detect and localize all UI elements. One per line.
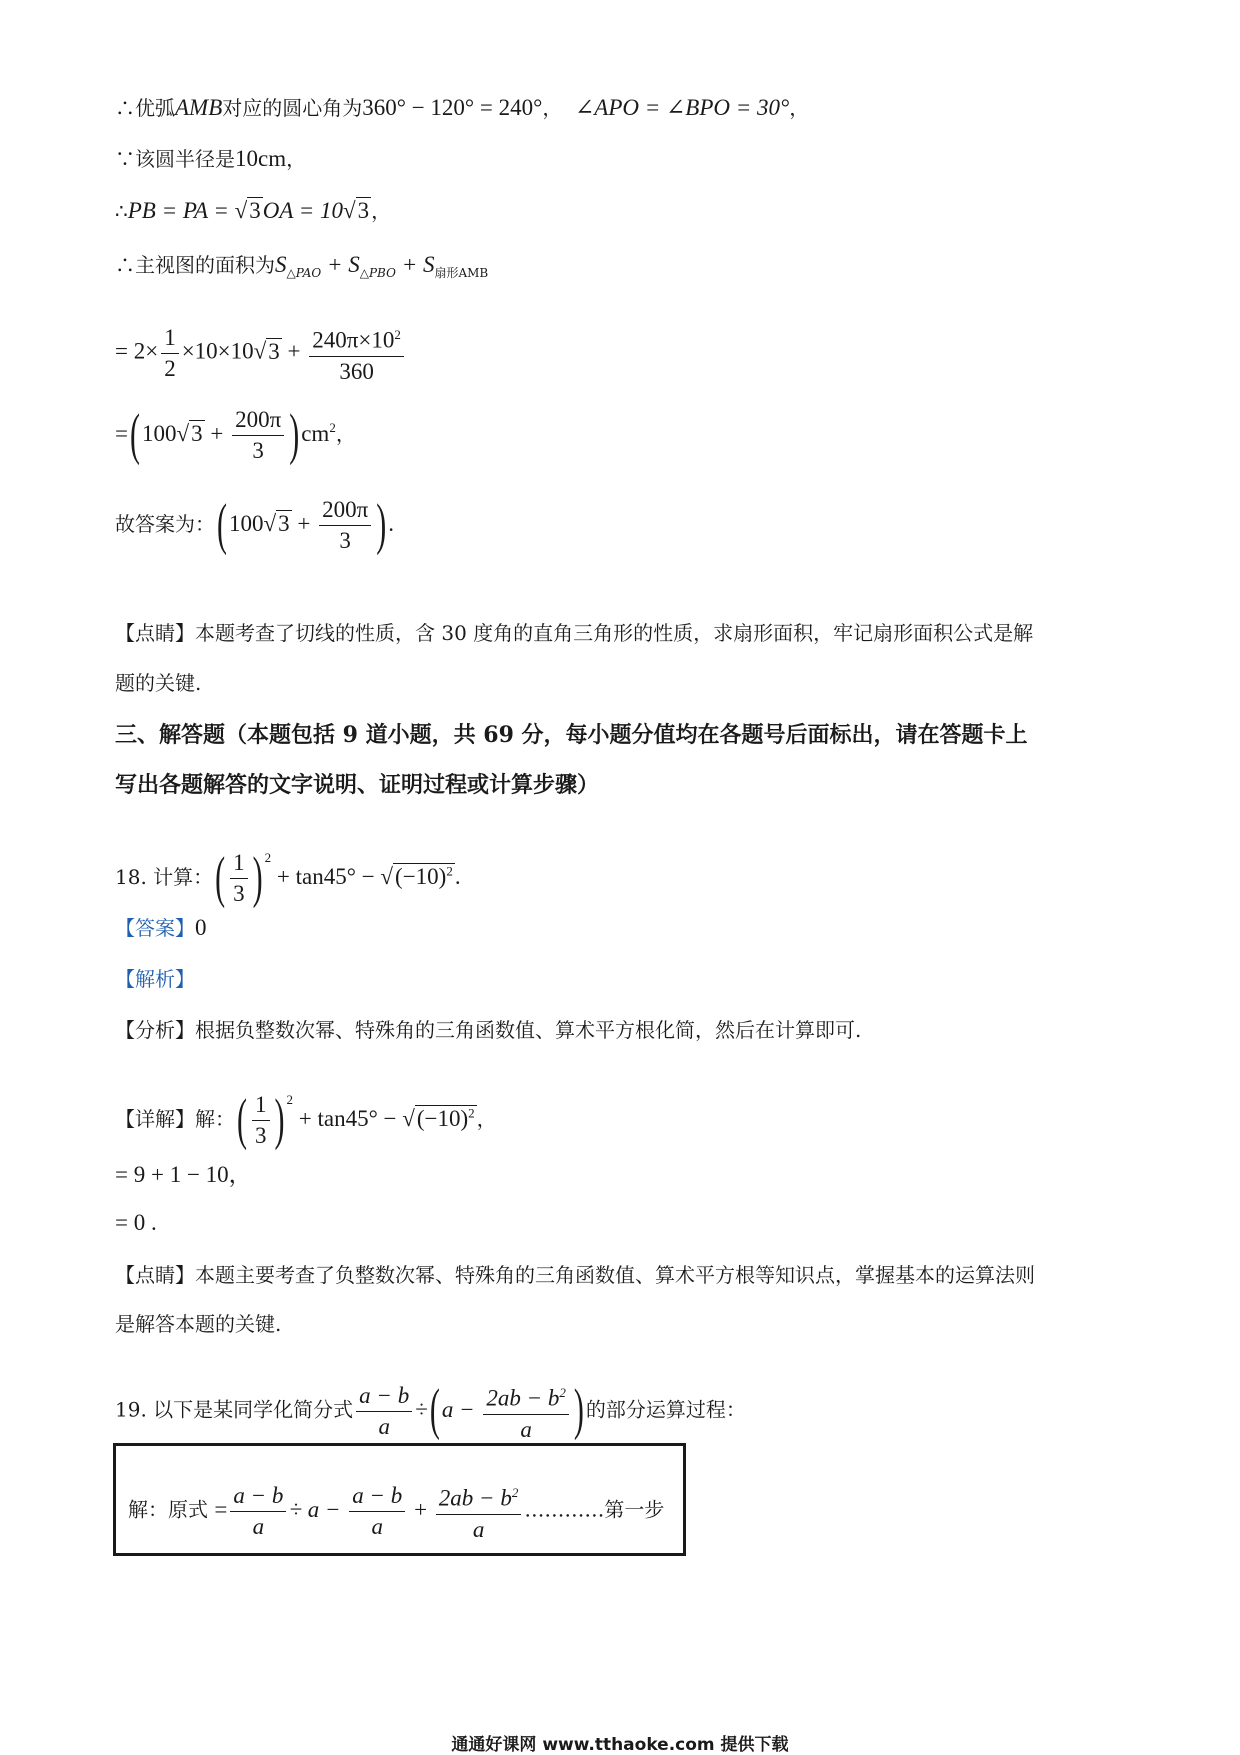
fraction: $\frac{200\pi}{3}$	[319, 495, 371, 556]
dianjing-note-2-cont: 是解答本题的关键.	[115, 1312, 282, 1336]
fraction: $\frac{1}{3}$	[252, 1090, 270, 1151]
line-arc-angle: ∴优弧AMB对应的圆心角为360° − 120° = 240°， ∠APO = ∠BPO = 30°，	[115, 95, 810, 120]
dianjing-note-2: 【点睛】本题主要考查了负整数次幂、特殊角的三角函数值、算术平方根等知识点，掌握基本的运算法则	[115, 1263, 1035, 1287]
fraction: $\frac{1}{3}$	[230, 848, 248, 909]
section-heading-cont: 写出各题解答的文字说明、证明过程或计算步骤）	[115, 772, 600, 798]
dianjing-note-1: 【点睛】本题考查了切线的性质，含 30 度角的直角三角形的性质，求扇形面积，牢记扇形面积公式是解	[115, 621, 1034, 645]
line-radius: ∵该圆半径是10cm，	[115, 146, 307, 171]
fraction: $\frac{2ab - b^2}{a}$	[483, 1378, 569, 1445]
fraction: $\frac{a - b}{a}$	[356, 1381, 412, 1442]
dianjing-note-1-cont: 题的关键.	[115, 671, 202, 695]
footer-watermark: 通通好课网 www.tthaoke.com 提供下载	[451, 1735, 789, 1755]
question-18: 18. 计算：( $\frac{1}{3}$ ) $^2 + \tan 45^\circ - √(-10)^2$.	[115, 846, 461, 910]
fraction: $\frac{2ab - b^2}{a}$	[436, 1478, 522, 1545]
equation-step-1: = 2× $\frac{1}{2}$ ×10×10√3 + $\frac{240\pi\times 10^2}{360}$	[115, 320, 407, 387]
solution-first-step: 解：原式 = $\frac{a - b}{a}$ ÷ a − $\frac{a - b}{a}$ + $\frac{2ab - b^2}{a}$ …………第一步	[128, 1478, 664, 1545]
calc-step-2: = 0 .	[115, 1210, 157, 1235]
fraction: $\frac{200\pi}{3}$	[232, 405, 284, 466]
fraction: $\frac{a - b}{a}$	[349, 1481, 405, 1542]
analysis-label: 【解析】	[115, 967, 195, 991]
equation-step-2: =(100√3 + $\frac{200\pi}{3}$ )$cm^2$，	[115, 403, 356, 466]
fenxi-line: 【分析】根据负整数次幂、特殊角的三角函数值、算术平方根化简，然后在计算即可.	[115, 1018, 862, 1042]
xiangjie-line: 【详解】解：( $\frac{1}{3}$ ) $^2 + \tan 45^\circ - √(-10)^2$ ，	[115, 1088, 497, 1152]
fraction: $\frac{240\pi\times 10^2}{360}$	[309, 320, 404, 387]
fraction: $\frac{1}{2}$	[161, 323, 179, 384]
line-pb-pa: ∴PB = PA = √3OA = 10√3 ，	[115, 198, 392, 223]
section-heading: 三、解答题（本题包括 9 道小题，共 69 分，每小题分值均在各题号后面标出，请在答题卡上	[115, 722, 1028, 748]
answer-line: 【答案】0	[115, 915, 207, 940]
question-19: 19. 以下是某同学化简分式 $\frac{a - b}{a}$ ÷(a − $\frac{2ab - b^2}{a}$ ) 的部分运算过程：	[115, 1378, 746, 1445]
fraction: $\frac{a - b}{a}$	[230, 1481, 286, 1542]
calc-step-1: = 9 + 1 − 10，	[115, 1162, 252, 1187]
final-answer-line: 故答案为：(100√3 + $\frac{200\pi}{3}$ ).	[115, 493, 394, 556]
line-area-sum: ∴主视图的面积为$S_{\triangle PAO} + S_{\triangle PBO} + S_{扇形AMB}$	[115, 252, 489, 280]
